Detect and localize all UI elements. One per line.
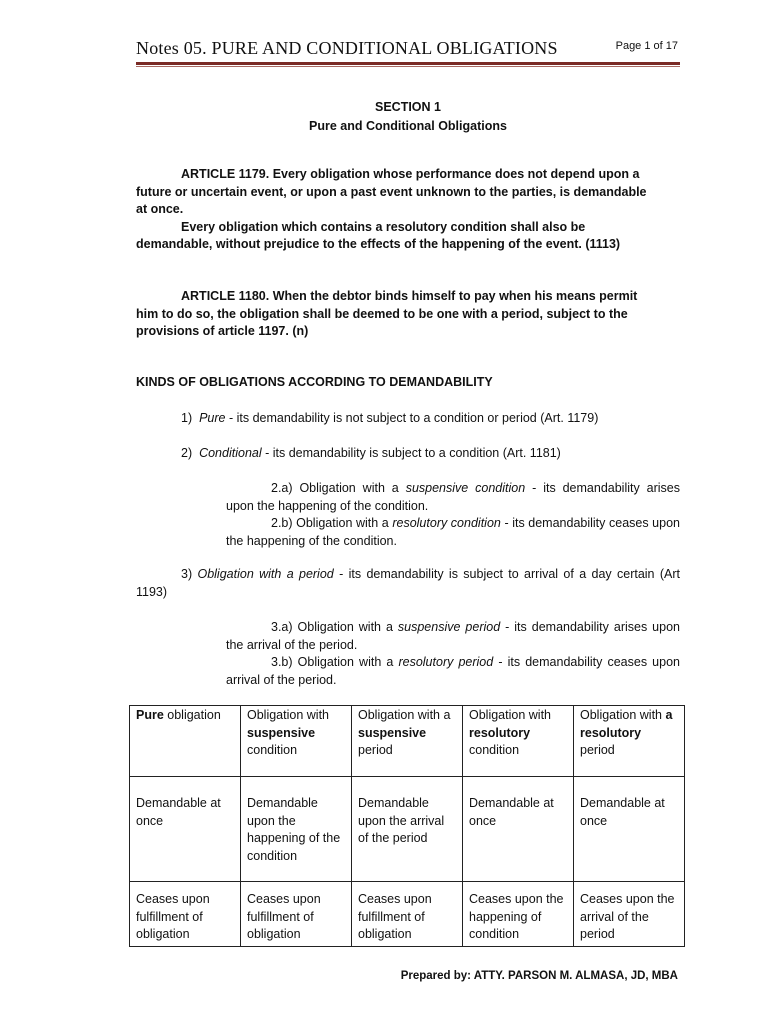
article-1179-paragraph-1: ARTICLE 1179. Every obligation whose performance does not depend upon a future or uncertain event, or upon a past event unknown to the parties, is demandable at once. <box>136 167 647 216</box>
table-cell: Demandable at once <box>463 777 574 882</box>
list-item-description: - its demandability is subject to arrival of a day certain (Art 1193) <box>136 567 680 599</box>
list-item-conditional <box>181 445 561 463</box>
list-item-term: Obligation with a period <box>197 567 334 581</box>
sub-item-description: - its demandability ceases upon arrival of the period. <box>226 655 680 687</box>
table-header-cell: Obligation with a suspensive period <box>352 706 463 777</box>
sub-item-description: - its demandability arises upon the arrival of the period. <box>226 620 680 652</box>
list-item-term: Pure <box>199 411 226 425</box>
sub-item-term: suspensive period <box>397 620 501 634</box>
page-header <box>136 38 680 64</box>
table-header-row <box>130 706 685 777</box>
header-rule-thin <box>136 66 680 67</box>
table-cell: Demandable upon the arrival of the period <box>352 777 463 882</box>
table-header-cell: Obligation with resolutory condition <box>463 706 574 777</box>
page-number: Page 1 of 17 <box>615 40 678 52</box>
table-cell: Ceases upon fulfillment of obligation <box>352 882 463 947</box>
table-cell: Demandable at once <box>130 777 241 882</box>
article-1180-paragraph-1: ARTICLE 1180. When the debtor binds himself to pay when his means permit him to do so, the obligation shall be deemed to be one with a period, subject to the provisions of article 1197. (n) <box>136 289 638 338</box>
list-item-term: Conditional <box>199 446 262 460</box>
table-cell: Ceases upon the arrival of the period <box>574 882 685 947</box>
table-header-cell: Obligation with suspensive condition <box>241 706 352 777</box>
sub-item-description: - its demandability arises upon the happening of the condition. <box>226 481 681 513</box>
list-item-number: 1) <box>181 411 193 425</box>
sub-item-prefix: 2.b) Obligation with a <box>271 516 393 530</box>
sub-item-resolutory-condition <box>226 515 680 550</box>
list-item-description: - its demandability is subject to a condition (Art. 1181) <box>261 446 561 460</box>
table-header-cell: Pure obligation <box>130 706 241 777</box>
list-item-number: 3) <box>181 567 193 581</box>
table-cell: Ceases upon fulfillment of obligation <box>241 882 352 947</box>
section-title: Pure and Conditional Obligations <box>309 119 507 133</box>
sub-item-suspensive-period <box>226 619 680 654</box>
sub-item-term: resolutory period <box>398 655 494 669</box>
header-rule-thick <box>136 62 680 65</box>
article-1179-paragraph-2: Every obligation which contains a resolutory condition shall also be demandable, without prejudice to the effects of the happening of the event. (1113) <box>136 219 621 251</box>
obligations-comparison-table <box>129 705 685 947</box>
sub-item-term: suspensive condition <box>405 481 526 495</box>
list-item-description: - its demandability is not subject to a condition or period (Art. 1179) <box>225 411 599 425</box>
list-item-pure <box>181 410 598 428</box>
table-header-cell: Obligation with a resolutory period <box>574 706 685 777</box>
table-cell: Demandable at once <box>574 777 685 882</box>
table-cell: Ceases upon the happening of condition <box>463 882 574 947</box>
sub-item-prefix: 3.a) Obligation with a <box>271 620 398 634</box>
list-item-obligation-with-period <box>136 566 680 601</box>
table-cell: Demandable upon the happening of the condition <box>241 777 352 882</box>
table-cell: Ceases upon fulfillment of obligation <box>130 882 241 947</box>
sub-item-prefix: 3.b) Obligation with a <box>271 655 399 669</box>
article-1180 <box>136 288 652 341</box>
table-row <box>130 777 685 882</box>
table-row <box>130 882 685 947</box>
section-heading <box>136 98 680 136</box>
prepared-by-footer: Prepared by: ATTY. PARSON M. ALMASA, JD, MBA <box>400 970 678 982</box>
kinds-heading: KINDS OF OBLIGATIONS ACCORDING TO DEMANDABILITY <box>136 375 493 389</box>
sub-item-resolutory-period <box>226 654 680 689</box>
section-number: SECTION 1 <box>375 100 441 114</box>
document-title: Notes 05. PURE AND CONDITIONAL OBLIGATIONS <box>136 38 558 58</box>
list-item-number: 2) <box>181 446 193 460</box>
sub-item-term: resolutory condition <box>392 516 501 530</box>
sub-item-suspensive-condition <box>226 480 680 515</box>
sub-item-prefix: 2.a) Obligation with a <box>271 481 406 495</box>
sub-item-description: - its demandability ceases upon the happening of the condition. <box>226 516 680 548</box>
article-1179 <box>136 166 652 254</box>
